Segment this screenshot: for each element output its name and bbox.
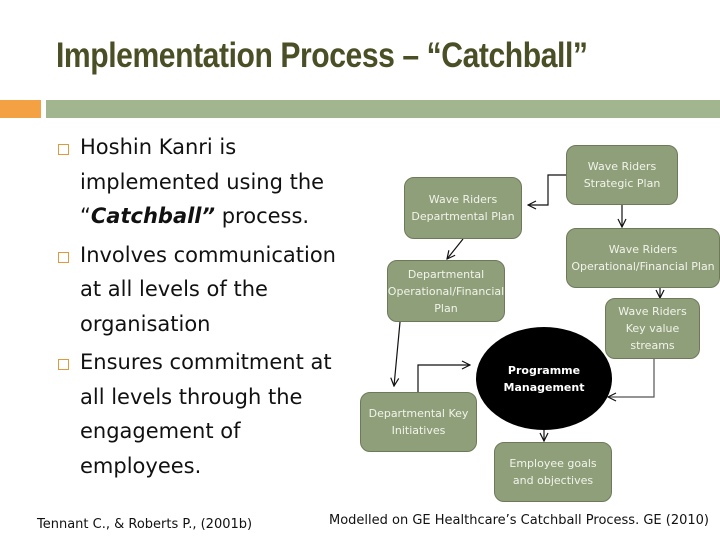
square-bullet-icon xyxy=(58,144,69,155)
square-bullet-icon xyxy=(58,359,69,370)
citation-right: Modelled on GE Healthcare’s Catchball Process. GE (2010) xyxy=(329,513,709,528)
square-bullet-icon xyxy=(58,252,69,263)
node-departmental-plan: Wave Riders Departmental Plan xyxy=(404,177,522,239)
slide-title: Implementation Process – “Catchball” xyxy=(56,36,588,75)
bullet-text: Hoshin Kanri is implemented using the “ xyxy=(80,135,325,228)
node-strategic-plan: Wave Riders Strategic Plan xyxy=(566,145,678,205)
node-dept-operational-plan: Departmental Operational/Financial Plan xyxy=(387,260,505,322)
bullet-item xyxy=(58,345,358,483)
bullet-text: Involves communication at all levels of the organisation xyxy=(80,242,336,336)
bullet-item xyxy=(58,238,358,342)
bullet-item xyxy=(58,130,358,234)
node-employee-goals: Employee goals and objectives xyxy=(494,442,612,502)
node-operational-financial-plan: Wave Riders Operational/Financial Plan xyxy=(566,228,720,288)
bullet-text: Ensures commitment at all levels through the engagement of employees. xyxy=(80,350,332,478)
node-programme-management: Programme Management xyxy=(476,327,612,430)
bullet-text: process. xyxy=(215,204,310,228)
accent-bar-orange xyxy=(0,100,41,118)
accent-bar-green xyxy=(46,100,720,118)
citation-left: Tennant C., & Roberts P., (2001b) xyxy=(37,517,253,532)
catchball-emphasis: Catchball” xyxy=(90,204,216,228)
node-key-value-streams: Wave Riders Key value streams xyxy=(605,298,700,359)
bullet-list xyxy=(58,130,358,487)
node-dept-key-initiatives: Departmental Key Initiatives xyxy=(360,392,477,452)
